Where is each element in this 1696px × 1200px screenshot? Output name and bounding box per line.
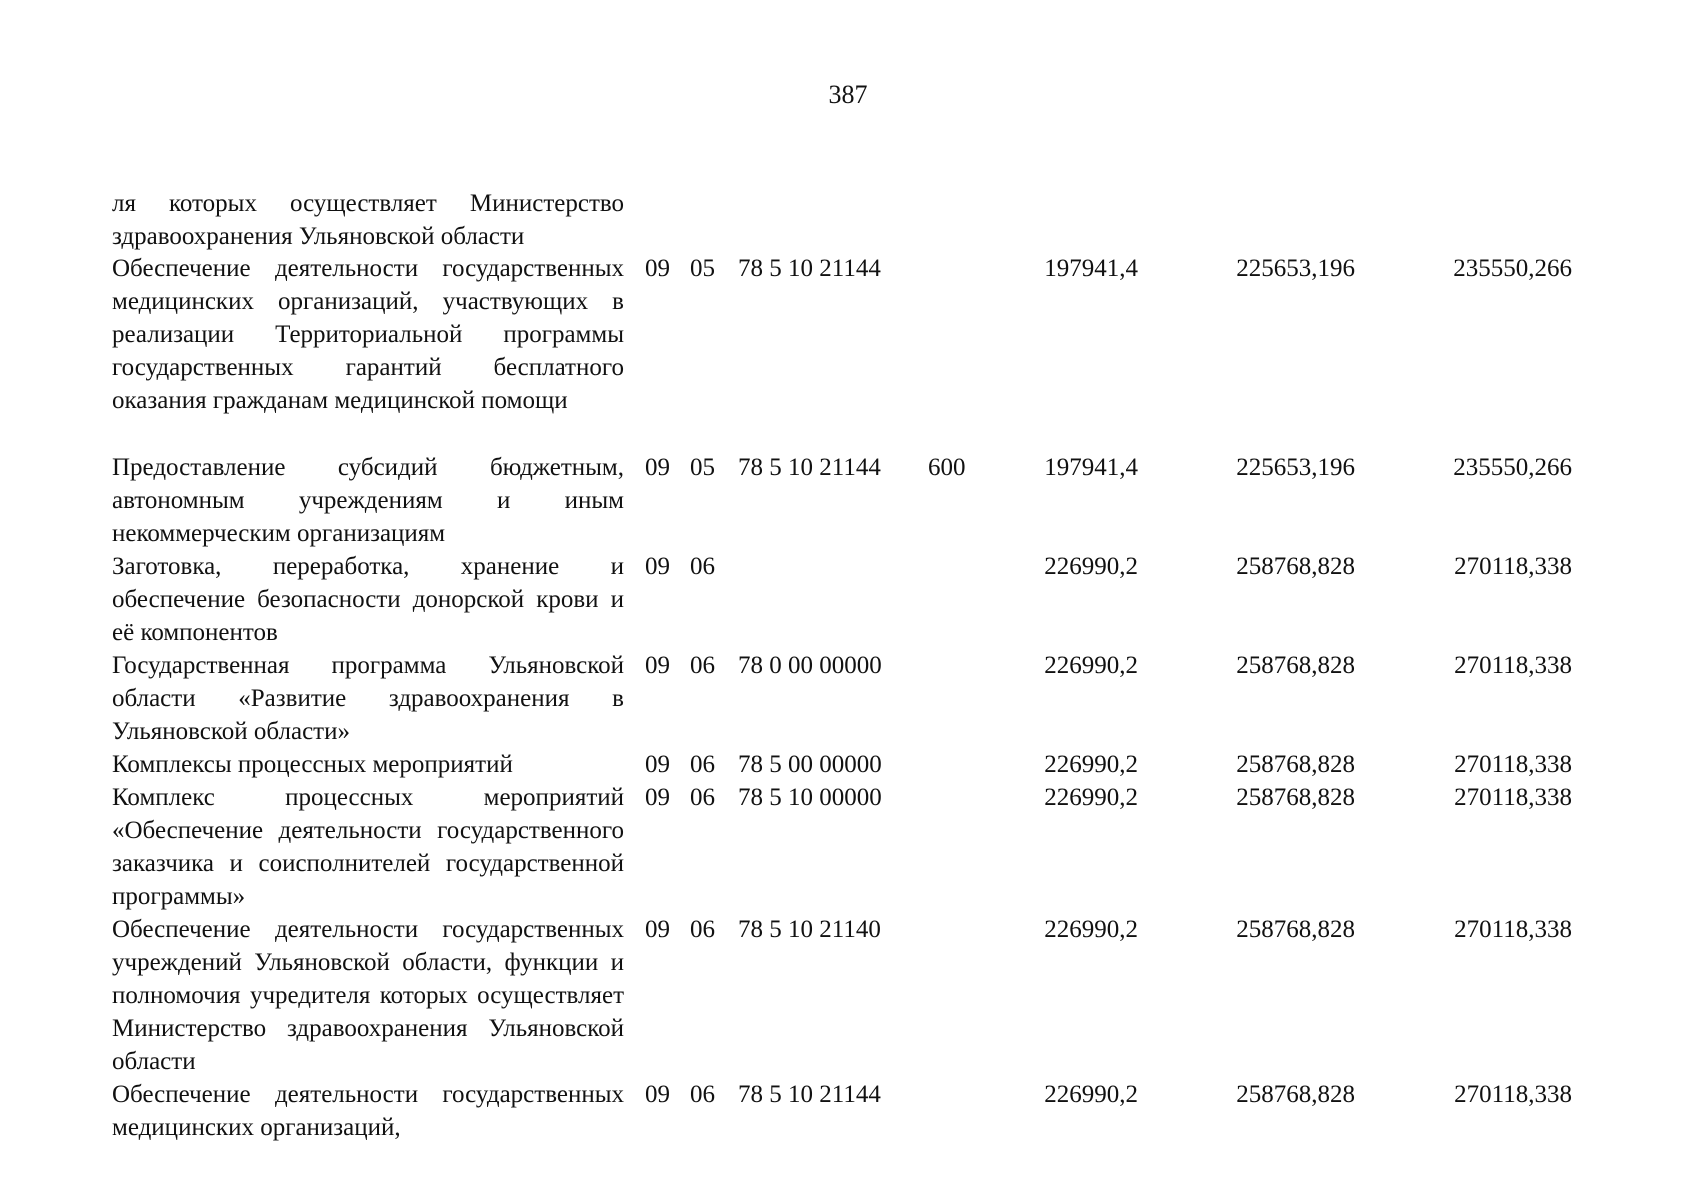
amount-year-2: 258768,828: [1236, 553, 1355, 580]
amount-year-3: 270118,338: [1454, 751, 1572, 778]
row-description: Обеспечение деятельности государственных учреждений Ульяновской области, функции и полномочия учредителя которых осуществляет Министерство здравоохранения Ульяновской области: [112, 916, 624, 1075]
amount-year-3: 270118,338: [1454, 652, 1572, 679]
subsection-code: 06: [690, 916, 715, 943]
amount-year-2: 258768,828: [1236, 1081, 1355, 1108]
amount-year-3: 270118,338: [1454, 1081, 1572, 1108]
amount-year-1: 226990,2: [1044, 553, 1138, 580]
section-code: 09: [645, 255, 670, 282]
section-code: 09: [645, 751, 670, 778]
amount-year-2: 258768,828: [1236, 751, 1355, 778]
amount-year-3: 270118,338: [1454, 553, 1572, 580]
page-number: 387: [828, 80, 868, 109]
subsection-code: 06: [690, 751, 715, 778]
amount-year-1: 226990,2: [1044, 916, 1138, 943]
subsection-code: 06: [690, 1081, 715, 1108]
subsection-code: 06: [690, 553, 715, 580]
target-article-code: 78 0 00 00000: [738, 652, 882, 679]
target-article-code: 78 5 10 21144: [738, 1081, 881, 1108]
expense-type-code: 600: [928, 454, 966, 481]
amount-year-2: 225653,196: [1236, 454, 1355, 481]
amount-year-3: 270118,338: [1454, 784, 1572, 811]
subsection-code: 06: [690, 652, 715, 679]
target-article-code: 78 5 10 00000: [738, 784, 882, 811]
target-article-code: 78 5 10 21144: [738, 454, 881, 481]
section-code: 09: [645, 916, 670, 943]
subsection-code: 05: [690, 454, 715, 481]
row-description: Комплекс процессных мероприятий «Обеспечение деятельности государственного заказчика и соисполнителей государственной программы»: [112, 784, 624, 910]
target-article-code: 78 5 10 21144: [738, 255, 881, 282]
row-description: ля которых осуществляет Министерство здравоохранения Ульяновской области: [112, 190, 624, 250]
row-description: Заготовка, переработка, хранение и обеспечение безопасности донорской крови и её компонентов: [112, 553, 624, 646]
amount-year-2: 258768,828: [1236, 916, 1355, 943]
amount-year-1: 197941,4: [1044, 255, 1138, 282]
amount-year-2: 258768,828: [1236, 784, 1355, 811]
row-description: Предоставление субсидий бюджетным, автономным учреждениям и иным некоммерческим организациям: [112, 454, 624, 547]
section-code: 09: [645, 784, 670, 811]
row-description: Обеспечение деятельности государственных медицинских организаций, участвующих в реализации Территориальной программы государственных гарантий бесплатного оказания гражданам медицинской помощи: [112, 255, 624, 414]
amount-year-1: 197941,4: [1044, 454, 1138, 481]
amount-year-1: 226990,2: [1044, 652, 1138, 679]
row-description: Государственная программа Ульяновской области «Развитие здравоохранения в Ульяновской области»: [112, 652, 624, 745]
amount-year-3: 235550,266: [1453, 454, 1572, 481]
amount-year-1: 226990,2: [1044, 751, 1138, 778]
row-description: Комплексы процессных мероприятий: [112, 751, 513, 778]
amount-year-1: 226990,2: [1044, 1081, 1138, 1108]
target-article-code: 78 5 10 21140: [738, 916, 881, 943]
amount-year-3: 235550,266: [1453, 255, 1572, 282]
section-code: 09: [645, 454, 670, 481]
amount-year-3: 270118,338: [1454, 916, 1572, 943]
amount-year-2: 225653,196: [1236, 255, 1355, 282]
section-code: 09: [645, 652, 670, 679]
subsection-code: 05: [690, 255, 715, 282]
row-description: Обеспечение деятельности государственных медицинских организаций,: [112, 1081, 624, 1141]
amount-year-1: 226990,2: [1044, 784, 1138, 811]
subsection-code: 06: [690, 784, 715, 811]
section-code: 09: [645, 1081, 670, 1108]
section-code: 09: [645, 553, 670, 580]
amount-year-2: 258768,828: [1236, 652, 1355, 679]
target-article-code: 78 5 00 00000: [738, 751, 882, 778]
